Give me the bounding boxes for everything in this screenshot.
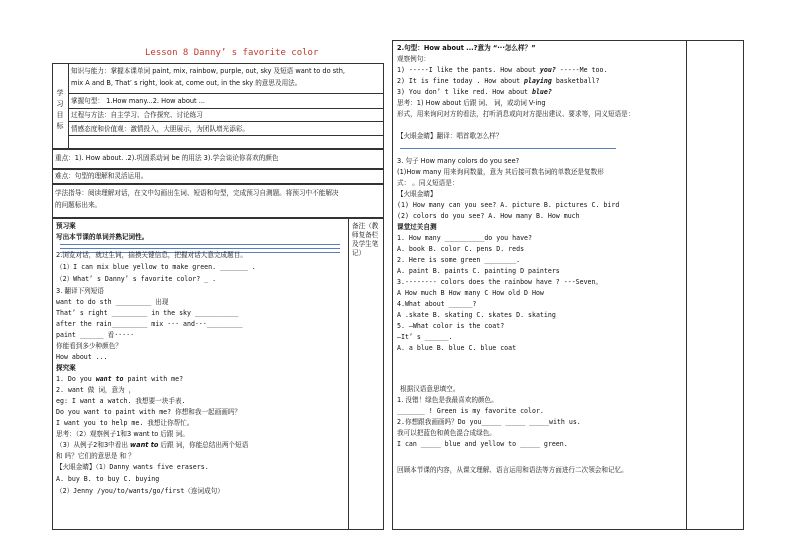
side-label-1: 学 <box>56 89 64 97</box>
explore-line <box>56 375 183 383</box>
goals-table <box>52 63 384 149</box>
goal-knowledge-2: mix A and B, That’ s right, look at, come out, in the sky 的意思及用法。 <box>71 79 302 87</box>
q2-line-text: 2) It is fine today . How about <box>397 77 525 85</box>
notes-line-3: 及学生笔 <box>352 240 379 248</box>
guide-line-2: 的问题标出来。 <box>55 201 102 209</box>
q3-line: 式： 。同义短语是： <box>397 179 459 187</box>
lesson-title: Lesson 8 Danny’ s favorite color <box>145 48 319 58</box>
q3-line: 3.-------- colors does the rainbow have ? ---Seven。 <box>397 278 603 286</box>
q2-line <box>397 66 607 74</box>
q4-line: 1. 没错！绿色是我最喜欢的颜色。 <box>397 396 498 404</box>
q2-title: 2.句型：How about ...?意为 “···怎么样？” <box>397 44 536 52</box>
q3-line: A How much B How many C How old D How <box>397 289 544 297</box>
preview-line: （1）I can mix blue yellow to make green. _______ . <box>56 263 256 271</box>
explore-line: Do you want to paint with me? 你想和我一起画画吗？ <box>56 408 242 416</box>
q3-line: A .skate B. skating C. skates D. skating <box>397 311 556 319</box>
q2-line: 思考：1) How about 后跟 词、 词，或动词 V-ing <box>397 99 546 107</box>
q4-line: 回顾本节课的内容，从课文理解、语言运用和语法等方面进行二次领会和记忆。 <box>397 466 628 474</box>
explore-bold: want to <box>95 375 124 383</box>
q2-line-text: 1) -----I like the pants. How about <box>397 66 540 74</box>
explore-line-text: 后跟 词，你能总结出两个短语 <box>160 441 249 449</box>
goal-pattern: 掌握句型： 1.How many...2. How about ... <box>71 97 206 105</box>
q4-line: 我可以把蓝色和黄色混合成绿色。 <box>397 429 496 437</box>
explore-line <box>56 441 248 449</box>
q3-line: 4.What about ______? <box>397 300 477 308</box>
goal-knowledge-1: 知识与能力：掌握本课单词 paint, mix, rainbow, purple, out, sky 及短语 want to do sth, <box>71 67 345 75</box>
q2-line-text: basketball? <box>551 77 600 85</box>
right-notes-divider <box>686 40 687 530</box>
explore-line-text: paint with me? <box>127 375 184 383</box>
explore-bold: want to <box>130 441 159 449</box>
q4-line: 根据汉语意思填空。 <box>400 385 460 393</box>
difficult-point: 难点：句型的理解和灵活运用。 <box>55 172 148 180</box>
q3-line: 3. 句子 How many colors do you see? <box>397 157 520 165</box>
explore-line: A. buy B. to buy C. buying <box>56 475 160 483</box>
q2-line: 观察例句： <box>397 55 430 63</box>
q2-bold: blue? <box>531 88 552 96</box>
preview-line: paint ______ 看····· <box>56 331 135 339</box>
fire-eye-1: 【火眼金睛】翻译：唱首歌怎么样？ <box>397 132 503 140</box>
explore-line-text: （3）从例子2和3中看出 <box>56 441 131 449</box>
side-label-3: 目 <box>56 111 64 119</box>
goal-attitude: 情感态度和价值观：激情投入，大胆展示，为团队增光添彩。 <box>71 125 250 133</box>
q4-line: _______ ! Green is my favorite color. <box>397 407 544 415</box>
answer-line <box>60 244 340 245</box>
explore-title: 探究案 <box>56 364 76 372</box>
side-label-4: 标 <box>56 122 64 130</box>
q4-line: I can _____ blue and yellow to _____ green. <box>397 440 568 448</box>
explore-line: 2. want 做 词，意为 ， <box>56 386 136 394</box>
preview-line: （2）What’ s Danny’ s favorite color? _ . <box>56 275 217 283</box>
notes-line-2: 师复备栏 <box>352 231 379 239</box>
preview-line: How about ... <box>56 353 108 361</box>
q2-line-text: 3) You don’ t like red. How about <box>397 88 532 96</box>
q3-line: A. book B. color C. pens D. reds <box>397 245 525 253</box>
explore-line: 和 吗？它们的意思是 和 ？ <box>56 452 135 460</box>
q3-line: 课堂过关自测 <box>397 223 437 231</box>
q2-line <box>397 77 599 85</box>
preview-subtitle: 写出本节课的单词并熟记词性。 <box>56 233 149 241</box>
answer-line <box>400 148 616 149</box>
q3-line: (1) How many can you see? A. picture B. pictures C. bird <box>397 201 620 209</box>
goals-divider <box>68 63 69 149</box>
preview-line: after the rain_________ mix ··· and···_________ <box>56 320 243 328</box>
preview-line: 2.浏览对话，就过生词，揣摸关键信息，把握对话大意完成题目。 <box>56 251 247 259</box>
q2-line <box>397 88 552 96</box>
explore-line: eg: I want a watch. 我想要一块手表. <box>56 397 186 405</box>
goal-method: 过程与方法：自主学习、合作探究、讨论练习 <box>71 111 203 119</box>
notes-line-1: 备注（教 <box>352 222 379 230</box>
q3-line: 1. How many __________do you have? <box>397 234 532 242</box>
preview-line: 3. 翻译下列短语 <box>56 287 104 295</box>
q4-line: 2.你想跟我画画吗？Do you_____ _____ _____with us. <box>397 418 581 426</box>
q2-bold: you? <box>539 66 556 74</box>
side-label-2: 习 <box>56 100 64 108</box>
preview-line: That’ s right _________ in the sky ___________ <box>56 309 239 317</box>
answer-line <box>60 248 340 249</box>
q3-line: A. paint B. paints C. painting D painters <box>397 267 560 275</box>
explore-line: （2）Jenny /you/to/wants/go/first（连词成句） <box>56 487 224 495</box>
q3-line: 【火眼金睛】 <box>397 190 437 198</box>
explore-line-text: 1. Do you <box>56 375 96 383</box>
guide-line-1: 学法指导：阅读理解对话，在文中勾画出生词、短语和句型，完成预习自测题。将预习中不能解决 <box>55 189 339 197</box>
q3-line: —It’ s ______. <box>397 333 453 341</box>
q3-line: A. a blue B. blue C. blue coat <box>397 344 517 352</box>
q2-line-text: -----Me too. <box>555 66 608 74</box>
notes-divider <box>348 218 349 530</box>
explore-line: I want you to help me. 我想让你帮忙。 <box>56 419 194 427</box>
preview-title: 预习案 <box>56 222 76 230</box>
preview-line: want to do sth _________ 出现 <box>56 298 169 306</box>
q3-line: (1)How many 用来询问数量，意为 其后接可数名词的单数还是复数形 <box>397 168 604 176</box>
key-point: 重点：1). How about. .2).巩固系动词 be 的用法 3).学会谈论你喜欢的颜色 <box>55 154 279 162</box>
q3-line: (2) colors do you see? A. How many B. How much <box>397 212 580 220</box>
explore-line: 思考：（2）观察例子1和3 want to 后跟 词。 <box>56 430 189 438</box>
q2-bold: playing <box>524 77 552 85</box>
q3-line: 2. Here is some green ________. <box>397 256 521 264</box>
preview-line: 你能看到多少种颜色？ <box>56 342 122 350</box>
q2-line: 形式，用来询问对方的看法，打听消息或向对方提出建议、要求等，同义短语是： <box>397 110 635 118</box>
q3-line: 5. —What color is the coat? <box>397 322 505 330</box>
explore-line: 【火眼金睛】（1）Danny wants five erasers. <box>56 463 209 471</box>
notes-line-4: 记） <box>352 249 366 257</box>
